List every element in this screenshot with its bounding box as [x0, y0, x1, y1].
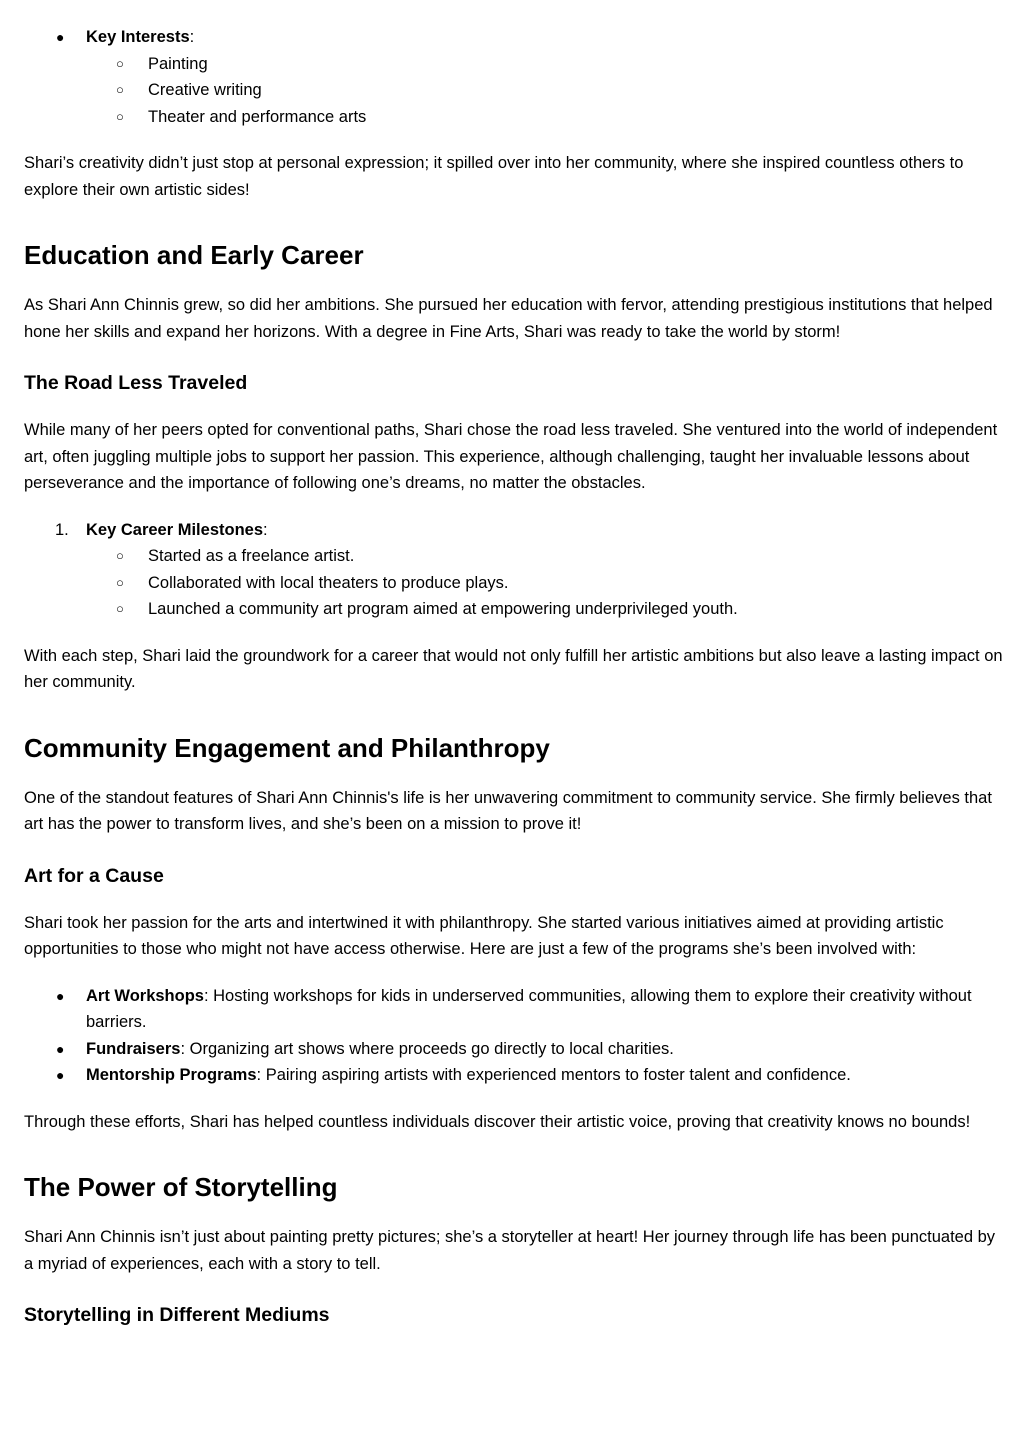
- list-item: [24, 77, 1004, 104]
- number-marker: 1.: [55, 520, 69, 539]
- cause-paragraph: Shari took her passion for the arts and intertwined it with philanthropy. She started various initiatives aimed at providing artistic opportunities to those who might not have access otherwise. Here are just a few of the programs she’s been involved with:: [24, 913, 944, 958]
- community-closing-paragraph: Through these efforts, Shari has helped countless individuals discover their artistic voice, proving that creativity knows no bounds!: [24, 1112, 971, 1131]
- education-closing-paragraph: With each step, Shari laid the groundwork for a career that would not only fulfill her artistic ambitions but also leave a lasting impact on her community.: [24, 646, 1003, 691]
- list-item: [24, 543, 1004, 570]
- program-term: Art Workshops: [86, 986, 204, 1005]
- interest-item-text: Painting: [148, 54, 208, 73]
- list-item: [24, 596, 1004, 623]
- heading-road-less-traveled: The Road Less Traveled: [24, 372, 248, 394]
- circle-marker: ○: [116, 601, 124, 616]
- program-description: : Organizing art shows where proceeds go directly to local charities.: [180, 1039, 674, 1058]
- interest-item-text: Theater and performance arts: [148, 107, 367, 126]
- bullet-marker: ●: [56, 1067, 65, 1083]
- heading-storytelling: The Power of Storytelling: [24, 1172, 338, 1202]
- bullet-marker: ●: [56, 29, 65, 45]
- intro-paragraph: Shari’s creativity didn’t just stop at personal expression; it spilled over into her community, where she inspired countless others to explore their own artistic sides!: [24, 154, 964, 199]
- document-page: [24, 0, 1004, 1329]
- circle-marker: ○: [116, 548, 124, 563]
- list-item: [24, 104, 1004, 131]
- milestone-item-text: Collaborated with local theaters to produce plays.: [148, 573, 509, 592]
- heading-education: Education and Early Career: [24, 240, 364, 270]
- storytelling-paragraph: Shari Ann Chinnis isn’t just about painting pretty pictures; she’s a storyteller at heart! Her journey through life has been punctuated by a myriad of experiences, each with a story to tell.: [24, 1228, 996, 1273]
- bullet-marker: ●: [56, 1040, 65, 1057]
- list-item: [24, 570, 1004, 597]
- list-item-mentorship-programs: [24, 1062, 1004, 1089]
- road-paragraph: While many of her peers opted for conventional paths, Shari chose the road less traveled. She ventured into the world of independent art, often juggling multiple jobs to support her passion. This experience, although challenging, taught her invaluable lessons about perseverance and the importance of following one’s dreams, no matter the obstacles.: [24, 421, 998, 492]
- community-paragraph: One of the standout features of Shari Ann Chinnis's life is her unwavering commitment to community service. She firmly believes that art has the power to transform lives, and she’s been on a mission to prove it!: [24, 788, 992, 833]
- education-paragraph: As Shari Ann Chinnis grew, so did her ambitions. She pursued her education with fervor, attending prestigious institutions that helped hone her skills and expand her horizons. With a degree in Fine Arts, Shari was ready to take the world by storm!: [24, 296, 993, 341]
- list-item-key-interests: ● Key Interests:: [24, 24, 1004, 51]
- heading-community: Community Engagement and Philanthropy: [24, 732, 550, 763]
- circle-marker: ○: [116, 574, 124, 590]
- milestone-item-text: Started as a freelance artist.: [148, 547, 355, 565]
- program-term: Mentorship Programs: [86, 1066, 257, 1084]
- key-interests-label: Key Interests: [86, 28, 190, 46]
- heading-art-for-a-cause: Art for a Cause: [24, 864, 164, 887]
- circle-marker: ○: [116, 82, 124, 97]
- list-item-fundraisers: [24, 1036, 1004, 1063]
- milestone-item-text: Launched a community art program aimed at empowering underprivileged youth.: [148, 600, 738, 618]
- program-term: Fundraisers: [86, 1039, 181, 1058]
- program-description: : Pairing aspiring artists with experienced mentors to foster talent and confidence.: [256, 1066, 851, 1084]
- list-item-career-milestones: 1. Key Career Milestones:: [24, 517, 1004, 544]
- bullet-marker: ●: [56, 987, 65, 1004]
- list-item: [24, 51, 1004, 78]
- interest-item-text: Creative writing: [148, 81, 262, 99]
- list-item-art-workshops: [24, 983, 1004, 1036]
- circle-marker: ○: [116, 108, 124, 124]
- heading-storytelling-mediums: Storytelling in Different Mediums: [24, 1304, 330, 1326]
- program-description: : Hosting workshops for kids in underserved communities, allowing them to explore their creativity without barriers.: [86, 986, 972, 1031]
- circle-marker: ○: [116, 55, 124, 71]
- career-milestones-label: Key Career Milestones: [86, 520, 263, 539]
